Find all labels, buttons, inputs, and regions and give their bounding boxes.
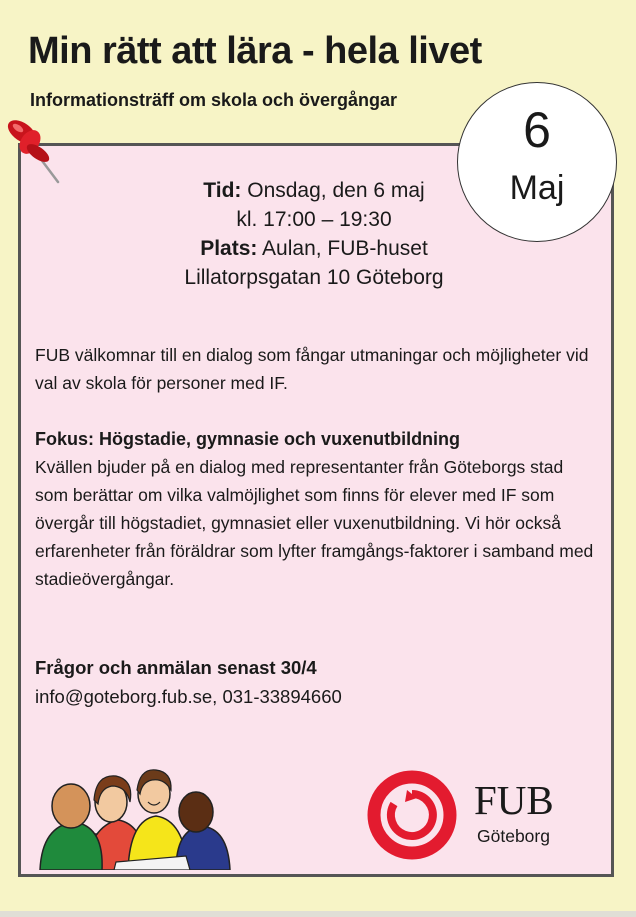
- place-value: Aulan, FUB-huset: [257, 237, 428, 260]
- contact-heading: Frågor och anmälan senast 30/4: [35, 657, 317, 678]
- time-value: Onsdag, den 6 maj: [241, 179, 425, 202]
- event-details: [0, 176, 628, 292]
- page-title: Min rätt att lära - hela livet: [28, 30, 482, 72]
- date-month: Maj: [509, 169, 565, 207]
- fub-logo-city: Göteborg: [477, 826, 550, 846]
- event-place: [0, 234, 628, 263]
- event-time: [0, 176, 628, 205]
- time-label: Tid:: [203, 179, 242, 202]
- fub-logo-name: FUB: [474, 777, 554, 823]
- place-label: Plats:: [200, 237, 258, 260]
- fub-logo-icon: [367, 770, 457, 860]
- contact-details: info@goteborg.fub.se, 031-33894660: [35, 686, 342, 707]
- date-day: 6: [523, 102, 551, 158]
- page-subtitle: Informationsträff om skola och övergångar: [30, 90, 398, 110]
- focus-heading: Fokus: Högstadie, gymnasie och vuxenutbildning: [35, 429, 461, 449]
- body-text: [35, 341, 600, 593]
- event-hours: kl. 17:00 – 19:30: [236, 208, 392, 231]
- contact-section: [35, 653, 342, 711]
- people-illustration: [36, 762, 231, 870]
- focus-paragraph: Kvällen bjuder på en dialog med representanter från Göteborgs stad som berättar om vilka valmöjlighet som finns för elever med IF som övergår till högstadiet, gymnasiet eller vuxenutbildning. Vi hör också erfarenheter från föräldrar som lyfter framgångs-faktorer i samband med stadieövergångar.: [35, 457, 594, 589]
- page-bottom-edge: [0, 911, 636, 917]
- intro-paragraph: FUB välkomnar till en dialog som fångar utmaningar och möjligheter vid val av skola för personer med IF.: [35, 345, 589, 393]
- event-address: Lillatorpsgatan 10 Göteborg: [184, 266, 444, 289]
